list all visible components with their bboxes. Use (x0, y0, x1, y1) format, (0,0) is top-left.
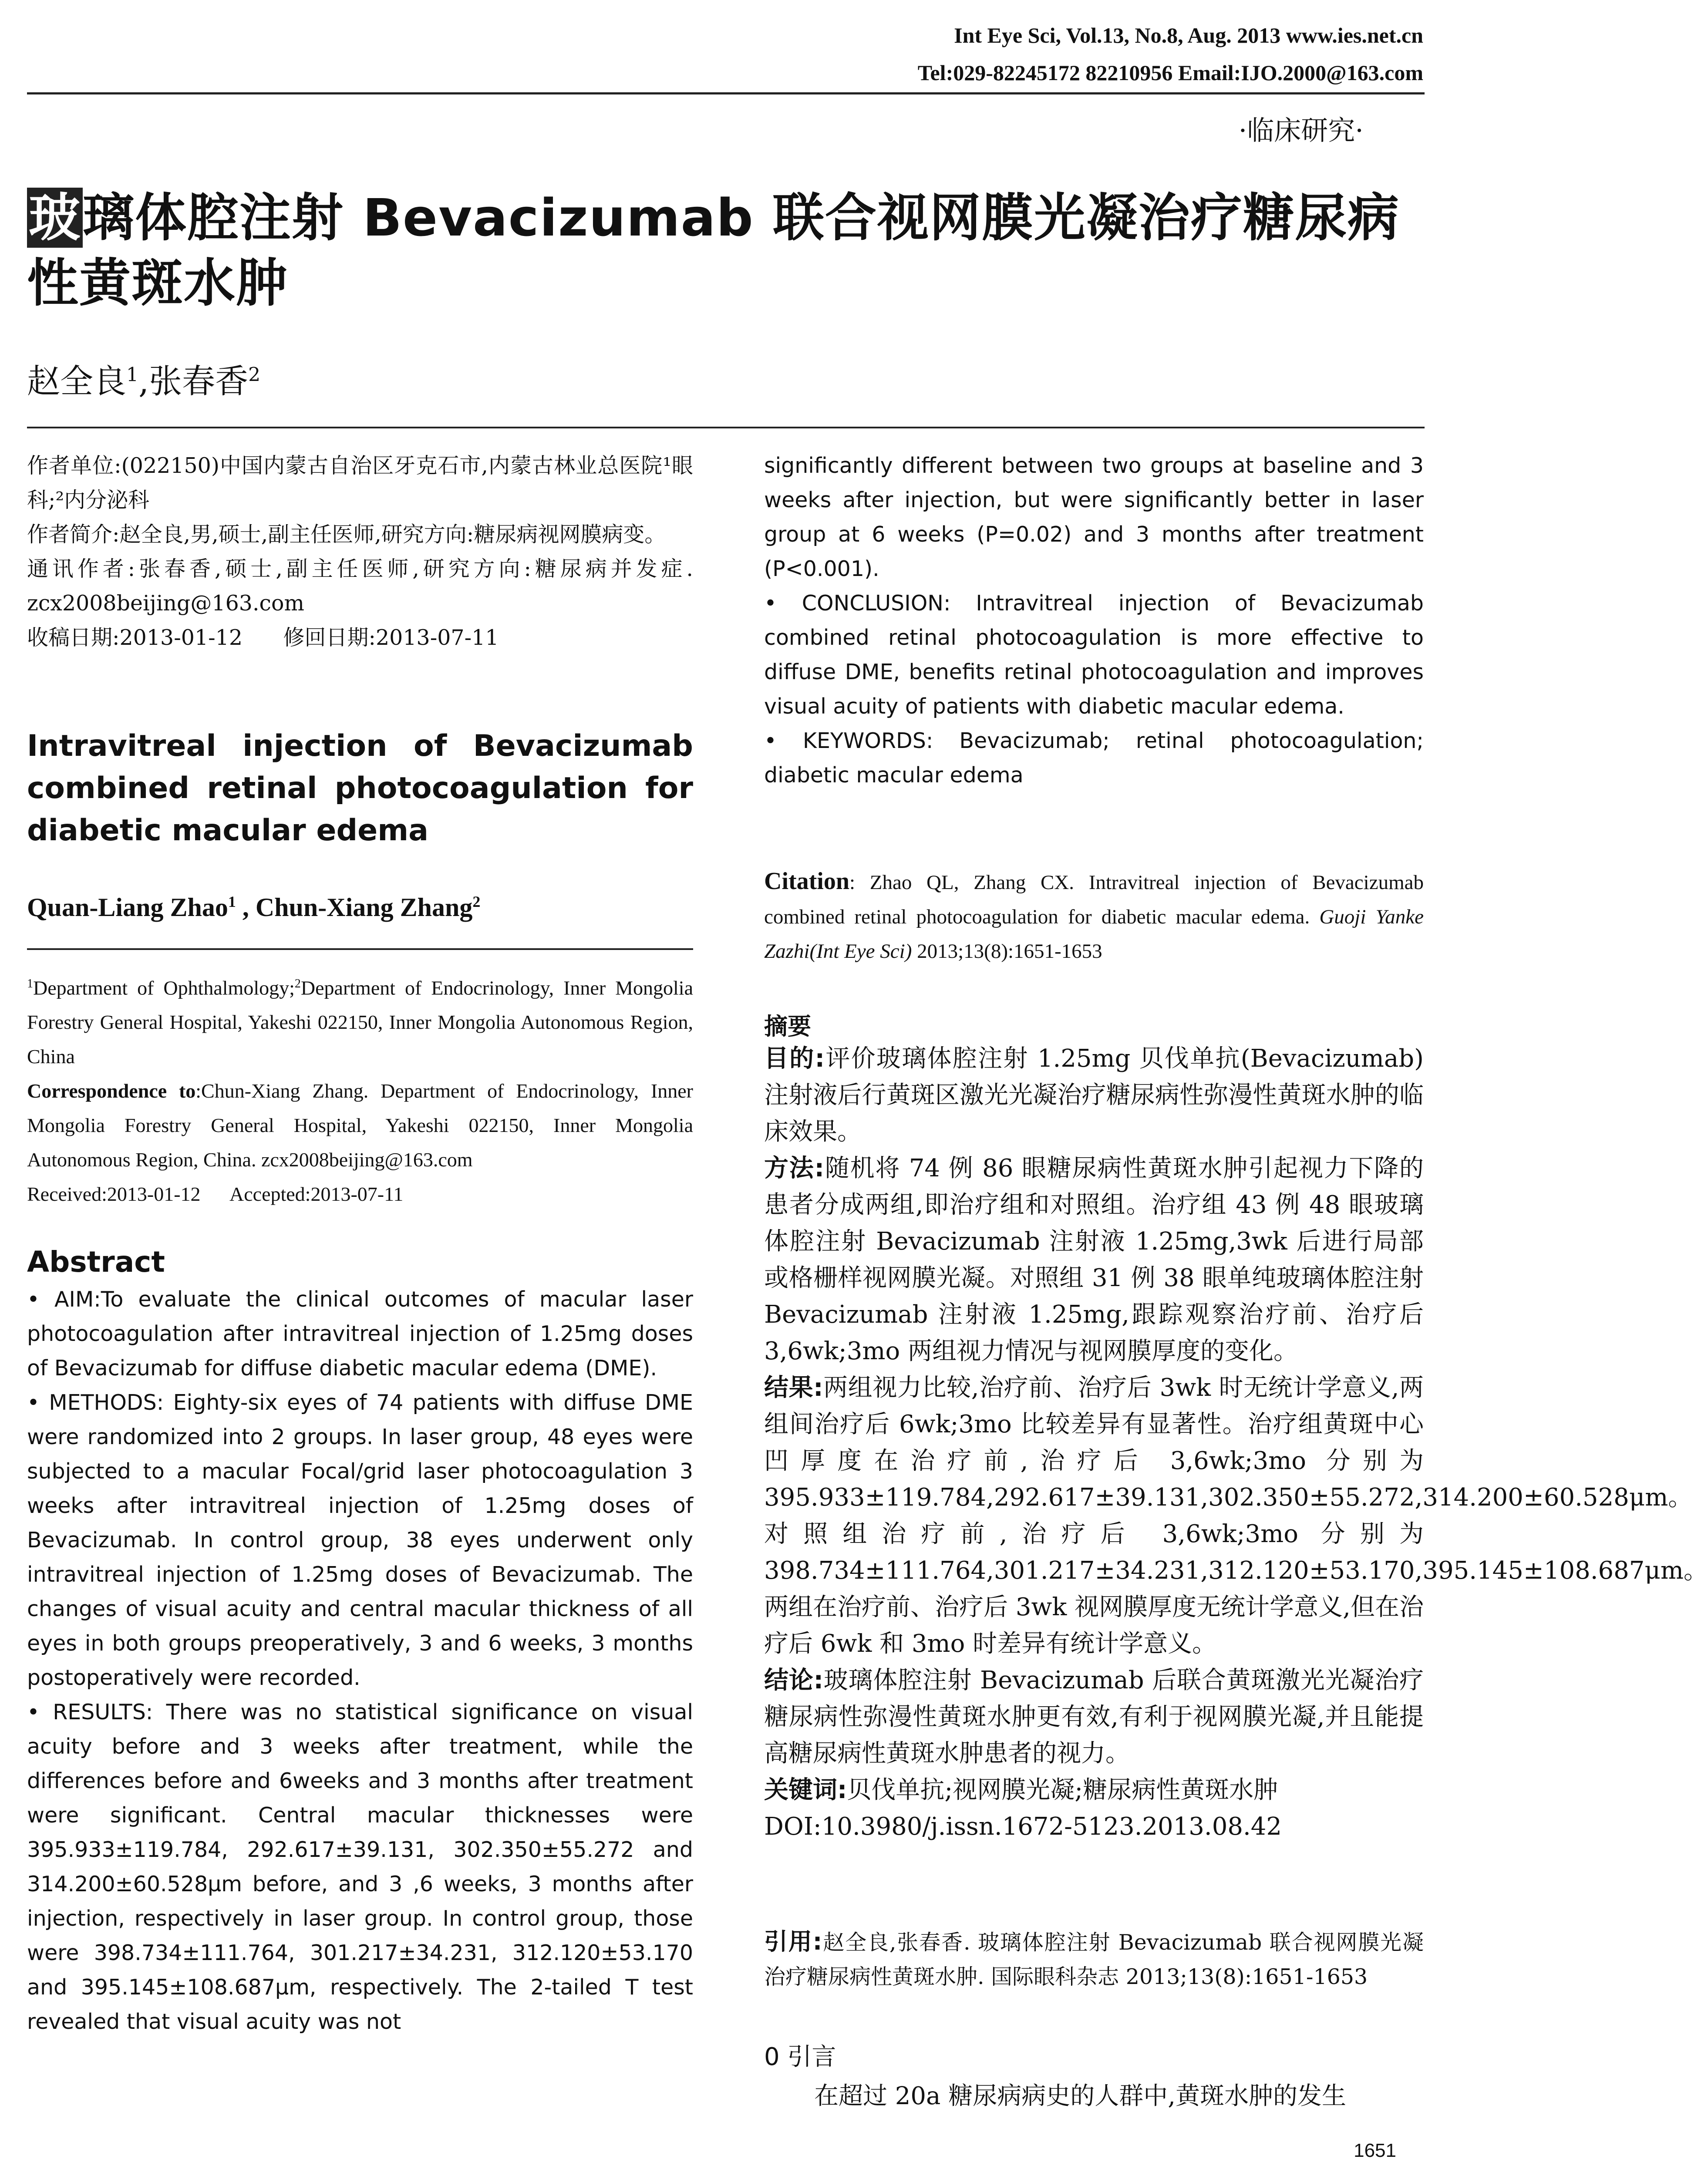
author-2-en: Chun-Xiang Zhang (255, 893, 473, 922)
english-title-line-1: Intravitreal injection of Bevacizumab (27, 729, 693, 763)
abstract-conclusion: • CONCLUSION: Intravitreal injection of Bevacizumab combined retinal photocoagulation is more effective to diffuse DME, benefits retinal photocoagulation and improves visual acuity of patients with diabetic macular edema. (764, 591, 1424, 719)
abstract-body-right (764, 448, 1424, 792)
author-sep-cn: , (138, 362, 149, 401)
affiliation (27, 967, 693, 1074)
citation-text: : Zhao QL, Zhang CX. Intravitreal injection of Bevacizumab combined retinal photocoagulation for diabetic macular edema. (764, 871, 1424, 928)
abstract-cn-keywords-text: 贝伐单抗;视网膜光凝;糖尿病性黄斑水肿 (847, 1776, 1278, 1804)
abstract-results-continued: significantly different between two groups at baseline and 3 weeks after injection, but were significantly better in laser group at 6 weeks (P=0.02) and 3 months after treatment (P<0.001). (764, 453, 1424, 581)
abstract-heading: Abstract (27, 1245, 165, 1279)
authors-rule (27, 427, 1425, 428)
article-title (27, 185, 1427, 316)
english-title-line-3: diabetic macular edema (27, 813, 428, 848)
author-1-en: Quan-Liang Zhao (27, 893, 228, 922)
affiliation-block (27, 967, 693, 1211)
journal-info-line: Int Eye Sci, Vol.13, No.8, Aug. 2013 www.ies.net.cn (954, 23, 1423, 47)
title-first-char: 玻 (27, 188, 83, 248)
correspondence-label: Correspondence to (27, 1080, 196, 1102)
affil-dept-2: Department of Endocrinology, Inner Mongolia Forestry General Hospital, Yakeshi 022150, Inner Mongolia Autonomous Region, China (27, 977, 693, 1068)
title-line-1 (27, 185, 1427, 250)
abstract-cn-conclusion-text: 玻璃体腔注射 Bevacizumab 后联合黄斑激光光凝治疗糖尿病性弥漫性黄斑水肿更有效,有利于视网膜光凝,并且能提高糖尿病性黄斑水肿患者的视力。 (764, 1666, 1424, 1768)
author-sep-en: , (236, 893, 256, 922)
authors-cn (27, 355, 260, 402)
title-line-1-rest: 璃体腔注射 Bevacizumab 联合视网膜光凝治疗糖尿病 (83, 188, 1400, 248)
doi: DOI:10.3980/j.issn.1672-5123.2013.08.42 (764, 1812, 1282, 1841)
correspondence (27, 1074, 693, 1177)
abstract-cn-methods-label: 方法: (764, 1154, 825, 1182)
contact-info-line: Tel:029-82245172 82210956 Email:IJO.2000@163.com (917, 61, 1423, 85)
abstract-keywords: • KEYWORDS: Bevacizumab; retinal photocoagulation; diabetic macular edema (764, 728, 1424, 788)
author-1-en-affil: 1 (228, 893, 236, 910)
author-info-block (27, 448, 693, 655)
citation-journal: Guoji Yanke Zazhi(Int Eye Sci) (764, 906, 1424, 963)
author-profile: 作者简介:赵全良,男,硕士,副主任医师,研究方向:糖尿病视网膜病变。 (27, 522, 666, 547)
affil-dept-1: Department of Ophthalmology; (33, 977, 295, 999)
abstract-cn-results-text: 两组视力比较,治疗前、治疗后 3wk 时无统计学意义,两组间治疗后 6wk;3mo 比较差异有显著性。治疗组黄斑中心凹厚度在治疗前,治疗后 3,6wk;3mo 分别为 395.933±119.784,292.617±39.131,302.350±55.272,314.200±60.528μm。对照组治疗前,治疗后 3,6wk;3mo 分别为 398.734±111.764,301.217±34.231,312.120±53.170,395.145±108.687μm。两组在治疗前、治疗后 3wk 视网膜厚度无统计学意义,但在治疗后 6wk 和 3mo 时差异有统计学意义。 (764, 1374, 1708, 1658)
abstract-methods: • METHODS: Eighty-six eyes of 74 patients with diffuse DME were randomized into 2 groups. In laser group, 48 eyes were subjected to a macular Focal/grid laser photocoagulation 3 weeks after intravitreal injection of 1.25mg doses of Bevacizumab. In control group, 38 eyes underwent only intravitreal injection of 1.25mg doses of Bevacizumab. The changes of visual acuity and central macular thickness of all eyes in both groups preoperatively, 3 and 6 weeks, 3 months postoperatively were recorded. (27, 1390, 693, 1690)
corresponding-author: 通讯作者:张春香,硕士,副主任医师,研究方向:糖尿病并发症. zcx2008beijing@163.com (27, 556, 693, 616)
citation-en (764, 864, 1424, 969)
affil-2-marker: 2 (294, 977, 301, 990)
author-1-cn: 赵全良 (27, 362, 126, 401)
author-2-en-affil: 2 (472, 893, 481, 910)
abstract-cn-keywords-label: 关键词: (764, 1776, 847, 1804)
english-title-line-2: combined retinal photocoagulation for (27, 771, 693, 805)
header-rule (27, 92, 1425, 94)
abstract-cn-results (764, 1370, 1708, 1662)
author-2-cn: 张春香 (149, 362, 249, 401)
author-unit: 作者单位:(022150)中国内蒙古自治区牙克石市,内蒙古林业总医院¹眼科;²内分泌科 (27, 453, 693, 512)
abstract-cn-methods (764, 1150, 1424, 1370)
abstract-cn-aim-text: 评价玻璃体腔注射 1.25mg 贝伐单抗(Bevacizumab)注射液后行黄斑区激光光凝治疗糖尿病性弥漫性黄斑水肿的临床效果。 (764, 1044, 1424, 1146)
abstract-aim: • AIM:To evaluate the clinical outcomes of macular laser photocoagulation after intravitreal injection of 1.25mg doses of Bevacizumab for diffuse diabetic macular edema (DME). (27, 1287, 693, 1381)
abstract-body-left (27, 1282, 693, 2039)
intro-heading: 0 引言 (764, 2043, 836, 2071)
intro-first-line: 在超过 20a 糖尿病病史的人群中,黄斑水肿的发生 (814, 2082, 1347, 2110)
abstract-cn-aim (764, 1041, 1424, 1150)
abstract-cn-results-label: 结果: (764, 1374, 823, 1402)
page-number: 1651 (1354, 2140, 1396, 2161)
citation-cn (764, 1924, 1424, 1994)
abstract-cn-heading: 摘要 (764, 1013, 811, 1040)
abstract-cn-aim-label: 目的: (764, 1044, 825, 1073)
abstract-cn-methods-text: 随机将 74 例 86 眼糖尿病性黄斑水肿引起视力下降的患者分成两组,即治疗组和对照组。治疗组 43 例 48 眼玻璃体腔注射 Bevacizumab 注射液 1.25mg,3wk 后进行局部或格栅样视网膜光凝。对照组 31 例 38 眼单纯玻璃体腔注射 Bevacizumab 注射液 1.25mg,跟踪观察治疗前、治疗后 3,6wk;3mo 两组视力情况与视网膜厚度的变化。 (764, 1154, 1424, 1365)
received-accepted-dates: Received:2013-01-12 Accepted:2013-07-11 (27, 1183, 404, 1206)
english-authors (27, 893, 693, 923)
citation-label: Citation (764, 868, 849, 895)
abstract-cn-conclusion (764, 1662, 1424, 1772)
section-label: ·临床研究· (1238, 115, 1364, 146)
correspondence-text: :Chun-Xiang Zhang. Department of Endocrinology, Inner Mongolia Forestry General Hospital, Yakeshi 022150, Inner Mongolia Autonomous Region, China. zcx2008beijing@163.com (27, 1080, 693, 1171)
author-1-cn-affil: 1 (126, 364, 138, 386)
abstract-cn-keywords (764, 1772, 1424, 1809)
citation-cn-text: 赵全良,张春香. 玻璃体腔注射 Bevacizumab 联合视网膜光凝治疗糖尿病性黄斑水肿. 国际眼科杂志 2013;13(8):1651-1653 (764, 1930, 1424, 1989)
title-line-2: 性黄斑水肿 (27, 253, 289, 313)
author-2-cn-affil: 2 (248, 364, 261, 386)
affil-1-marker: 1 (27, 977, 33, 990)
english-authors-rule (27, 948, 693, 950)
citation-cn-label: 引用: (764, 1928, 822, 1955)
english-title (27, 725, 693, 852)
citation-tail: 2013;13(8):1651-1653 (912, 940, 1102, 963)
abstract-results: • RESULTS: There was no statistical significance on visual acuity before and 3 weeks after treatment, while the differences before and 6weeks and 3 months after treatment were significant. Central macular thicknesses were 395.933±119.784, 292.617±39.131, 302.350±55.272 and 314.200±60.528μm before, and 3 ,6 weeks, 3 months after injection, respectively in laser group. In control group, those were 398.734±111.764, 301.217±34.231, 312.120±53.170 and 395.145±108.687μm, respectively. The 2-tailed T test revealed that visual acuity was not (27, 1700, 693, 2034)
received-dates-cn: 收稿日期:2013-01-12 修回日期:2013-07-11 (27, 625, 499, 650)
abstract-cn-body (764, 1041, 1708, 1845)
abstract-cn-conclusion-label: 结论: (764, 1666, 823, 1694)
